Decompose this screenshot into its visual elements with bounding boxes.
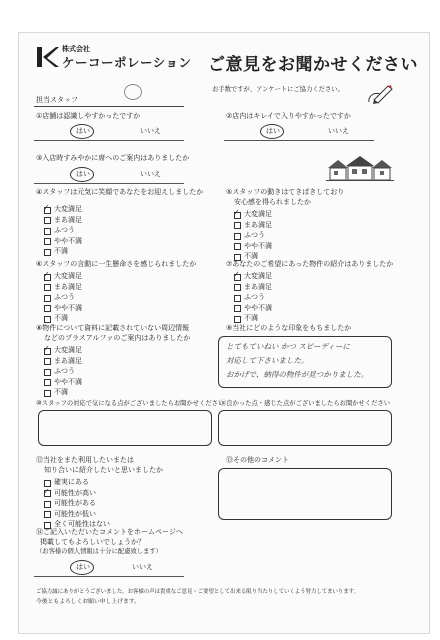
q6-option-label: まあ満足 <box>54 282 82 291</box>
q8-option-checkbox[interactable] <box>44 379 51 386</box>
q7-option-label: 大変満足 <box>244 272 272 280</box>
q4-checkmark-icon: ✓ <box>43 203 50 212</box>
q14-text-1: ⑭ご記入いただいたコメントをホームページへ <box>36 528 183 536</box>
q5-option-checkbox[interactable] <box>234 233 241 240</box>
q10-text: ⑩スタッフの対応で気になる点がございましたらお聞かせください <box>36 400 225 407</box>
q1-yes-circle <box>70 124 94 139</box>
intro-text: お手数ですが、アンケートにご協力ください。 <box>212 86 344 93</box>
q8-option-label: まあ満足 <box>54 356 82 365</box>
q6-option-label: 大変満足 <box>54 272 82 280</box>
q6-option-label: 不満 <box>54 314 68 322</box>
q4-option-label: 不満 <box>54 247 68 255</box>
houses-illustration <box>326 156 394 182</box>
q7-option-label: まあ満足 <box>244 282 272 291</box>
q3-yes[interactable]: はい <box>76 170 90 178</box>
staff-label: 担当スタッフ <box>36 96 78 104</box>
q9-handwriting-3: おかげで、納得の物件が見つかりました。 <box>226 370 369 379</box>
q4-text: ④スタッフは元気に笑顔であなたをお迎えしましたか <box>36 188 204 196</box>
q12-option-label: 可能性が高い <box>54 488 96 497</box>
q12-option-label: 可能性がある <box>54 499 96 507</box>
q1-yes[interactable]: はい <box>76 127 90 135</box>
q2-yes-circle <box>260 124 284 139</box>
q7-option-checkbox[interactable] <box>234 295 241 302</box>
q5-checkmark-icon: ✓ <box>233 208 240 217</box>
q11-text: ⑪良かった点・感じた点がございましたらお聞かせください <box>220 400 391 407</box>
q3-yes-circle <box>70 167 94 182</box>
q8-option-checkbox[interactable] <box>44 390 51 397</box>
q7-text: ⑦あなたのご希望にあった物件の紹介はありましたか <box>226 260 394 268</box>
q6-checkmark-icon: ✓ <box>43 270 50 279</box>
q14-yes-circle <box>70 560 94 575</box>
q12-option-label: 全く可能性はない <box>54 520 110 528</box>
q6-text: ⑥スタッフの言動に一生懸命さを感じられましたか <box>36 260 197 268</box>
q12-text-1: ⑫当社をまた利用したいまたは <box>36 456 134 464</box>
q6-option-checkbox[interactable] <box>44 284 51 291</box>
company-name: ケーコーポレーション <box>62 55 192 70</box>
q14-no[interactable]: いいえ <box>132 563 153 571</box>
q7-option-label: ふつう <box>244 293 265 301</box>
q4-option-checkbox[interactable] <box>44 228 51 235</box>
q8-option-label: 大変満足 <box>54 346 82 354</box>
q2-divider <box>224 140 374 141</box>
q13-text: ⑬その他のコメント <box>226 456 289 464</box>
q5-option-label: やや不満 <box>244 241 272 250</box>
q14-yes[interactable]: はい <box>76 563 90 571</box>
q5-option-label: ふつう <box>244 231 265 239</box>
q9-handwriting-2: 対応して下さいました。 <box>226 356 309 365</box>
pen-icon <box>366 82 394 106</box>
q2-text: ②店内はキレイで入りやすかったですか <box>226 112 351 120</box>
q1-text: ①店舗は認識しやすかったですか <box>36 112 141 120</box>
q12-option-checkbox[interactable] <box>44 511 51 518</box>
q5-text-1: ⑤スタッフの動きはてきぱきしており <box>226 188 345 196</box>
page-title: ご意見をお聞かせください <box>208 55 418 75</box>
q9-text: ⑨当社にどのような印象をもちましたか <box>226 324 352 332</box>
q3-text: ③入店時すみやかに席へのご案内はありましたか <box>36 154 190 162</box>
staff-line <box>34 106 184 107</box>
q7-option-checkbox[interactable] <box>234 316 241 323</box>
q12-text-2: 知り合いに紹介したいと思いましたか <box>44 466 163 474</box>
q6-option-label: やや不満 <box>54 303 82 312</box>
q1-no[interactable]: いいえ <box>140 127 161 135</box>
q12-option-checkbox[interactable] <box>44 480 51 487</box>
q4-option-label: やや不満 <box>54 236 82 245</box>
q9-handwriting-1: とてもていねい かつ スピーディーに <box>226 342 350 351</box>
staff-stamp <box>124 84 142 100</box>
k-logo-icon <box>36 46 60 68</box>
q12-option-label: 確実にある <box>54 478 89 486</box>
q7-option-label: やや不満 <box>244 303 272 312</box>
q14-note: （お客様の個人情報は十分に配慮致します） <box>36 548 162 555</box>
q2-yes[interactable]: はい <box>266 127 280 135</box>
q11-answer-box[interactable] <box>218 410 392 446</box>
q14-text-2: 掲載してもよろしいでしょうか？ <box>40 538 145 546</box>
q6-option-checkbox[interactable] <box>44 295 51 302</box>
q4-option-label: まあ満足 <box>54 215 82 224</box>
q8-text-1: ⑧物件について資料に記載されていない周辺情報 <box>36 324 190 332</box>
q8-text-2: などのプラスアルファのご案内はありましたか <box>44 334 191 342</box>
q12-checkmark-icon: ✓ <box>43 486 50 496</box>
footer-line-1: ご協力誠にありがとうございました。お客様の声は貴重なご意見・ご要望として出来る限り当たりしていくよう努力してまいります。 <box>36 589 360 595</box>
q7-option-label: 不満 <box>244 314 258 322</box>
q5-text-2: 安心感を得られましたか <box>234 198 311 206</box>
q8-option-label: 不満 <box>54 388 68 396</box>
q4-option-checkbox[interactable] <box>44 217 51 224</box>
q5-option-label: 不満 <box>244 252 258 260</box>
q14-divider <box>34 576 184 577</box>
q12-option-label: 可能性が低い <box>54 509 96 518</box>
q8-option-label: やや不満 <box>54 377 82 386</box>
q8-option-checkbox[interactable] <box>44 369 51 376</box>
q7-option-checkbox[interactable] <box>234 305 241 312</box>
footer-line-2: 今後ともよろしくお願い申し上げます。 <box>36 599 140 605</box>
q10-answer-box[interactable] <box>38 410 212 446</box>
q1-divider <box>34 140 184 141</box>
q6-option-label: ふつう <box>54 293 75 301</box>
q7-checkmark-icon: ✓ <box>233 270 240 279</box>
q4-option-label: ふつう <box>54 226 75 234</box>
q7-option-checkbox[interactable] <box>234 284 241 291</box>
q5-option-label: まあ満足 <box>244 220 272 229</box>
q6-option-checkbox[interactable] <box>44 316 51 323</box>
q5-option-checkbox[interactable] <box>234 243 241 250</box>
q8-option-label: ふつう <box>54 367 75 375</box>
q8-option-checkbox[interactable] <box>44 358 51 365</box>
q5-option-label: 大変満足 <box>244 210 272 218</box>
company-type: 株式会社 <box>62 45 90 53</box>
q5-option-checkbox[interactable] <box>234 222 241 229</box>
q4-option-label: 大変満足 <box>54 205 82 213</box>
q4-option-checkbox[interactable] <box>44 249 51 256</box>
q8-checkmark-icon: ✓ <box>43 344 50 353</box>
q13-answer-box[interactable] <box>218 468 392 520</box>
q3-no[interactable]: いいえ <box>140 170 161 178</box>
q12-option-checkbox[interactable] <box>44 501 51 508</box>
q3-divider <box>34 183 184 184</box>
q2-no[interactable]: いいえ <box>328 127 349 135</box>
q4-option-checkbox[interactable] <box>44 238 51 245</box>
q6-option-checkbox[interactable] <box>44 305 51 312</box>
